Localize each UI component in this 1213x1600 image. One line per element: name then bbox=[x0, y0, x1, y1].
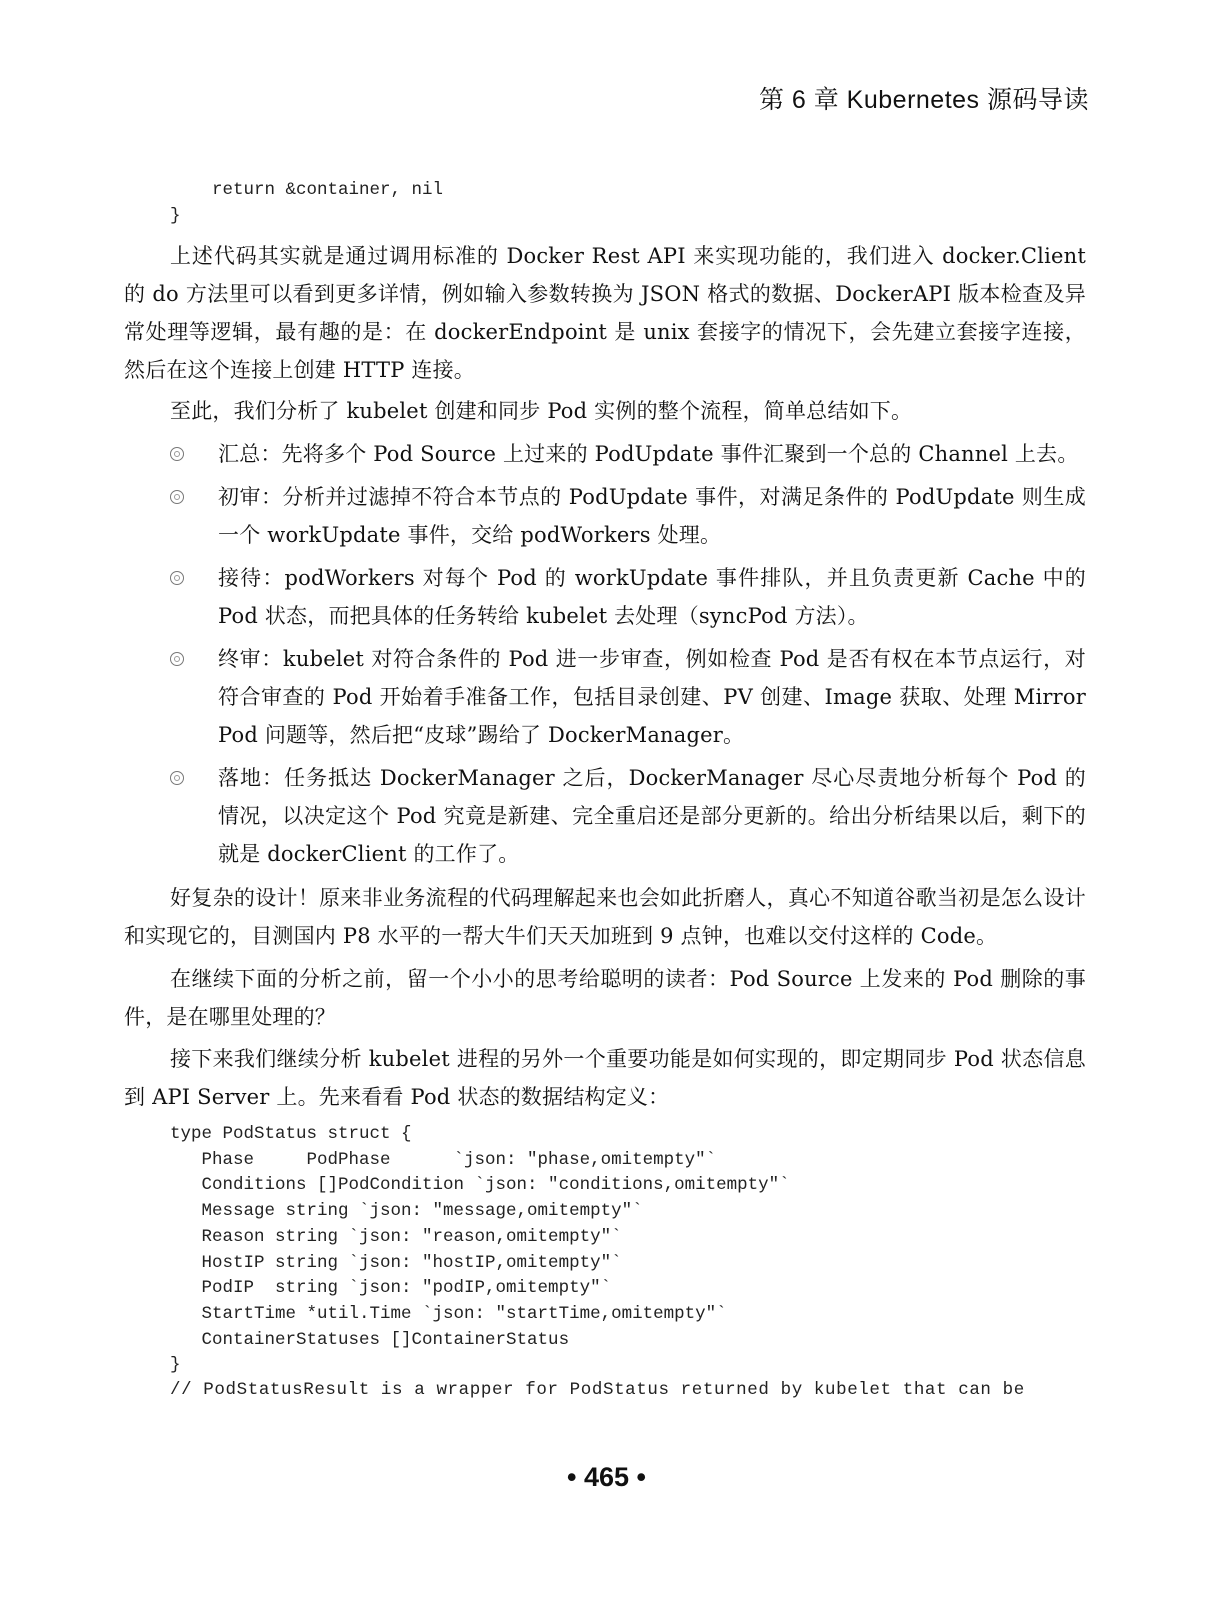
circle-bullet-icon bbox=[170, 490, 184, 504]
list-item-text: 初审：分析并过滤掉不符合本节点的 PodUpdate 事件，对满足条件的 PodUpdate 则生成一个 workUpdate 事件，交给 podWorkers 处理。 bbox=[218, 485, 1086, 547]
paragraph-complex-design: 好复杂的设计！原来非业务流程的代码理解起来也会如此折磨人，真心不知道谷歌当初是怎么设计和实现它的，目测国内 P8 水平的一帮大牛们天天加班到 9 点钟，也难以交付这样的 Code。 bbox=[124, 886, 1086, 948]
list-item-text: 汇总：先将多个 Pod Source 上过来的 PodUpdate 事件汇聚到一个总的 Channel 上去。 bbox=[218, 442, 1079, 466]
list-item-text: 终审：kubelet 对符合条件的 Pod 进一步审查，例如检查 Pod 是否有权在本节点运行，对符合审查的 Pod 开始着手准备工作，包括目录创建、PV 创建、Image 获取、处理 Mirror Pod 问题等，然后把“皮球”踢给了 DockerManager。 bbox=[218, 647, 1086, 747]
list-item bbox=[124, 559, 1086, 635]
code-comment-line: // PodStatusResult is a wrapper for PodStatus returned by kubelet that can be bbox=[170, 1380, 1025, 1400]
circle-bullet-icon bbox=[170, 771, 184, 785]
paragraph-docker-rest-api: 上述代码其实就是通过调用标准的 Docker Rest API 来实现功能的，我们进入 docker.Client 的 do 方法里可以看到更多详情，例如输入参数转换为 JSON 格式的数据、DockerAPI 版本检查及异常处理等逻辑，最有趣的是：在 dockerEndpoint 是 unix 套接字的情况下，会先建立套接字连接，然后在这个连接上创建 HTTP 连接。 bbox=[124, 244, 1086, 382]
circle-bullet-icon bbox=[170, 571, 184, 585]
list-item-text: 接待：podWorkers 对每个 Pod 的 workUpdate 事件排队，并且负责更新 Cache 中的 Pod 状态，而把具体的任务转给 kubelet 去处理（syncPod 方法）。 bbox=[218, 566, 1086, 628]
paragraph-pod-status-intro: 接下来我们继续分析 kubelet 进程的另外一个重要功能是如何实现的，即定期同步 Pod 状态信息到 API Server 上。先来看看 Pod 状态的数据结构定义： bbox=[124, 1047, 1086, 1109]
code-block-podstatus: type PodStatus struct { Phase PodPhase `json: "phase,omitempty"` Conditions []PodCondition `json: "conditions,omitempty"` Message string `json: "message,omitempty"` Reason string `json: "reason,omitempty"` HostIP string `json: "hostIP,omitempty"` PodIP string `json: "podIP,omitempty"` StartTime *util.Time `json: "startTime,omitempty"` ContainerStatuses []ContainerStatus } bbox=[170, 1124, 790, 1376]
list-item bbox=[124, 435, 1086, 473]
list-item bbox=[124, 478, 1086, 554]
list-item bbox=[124, 640, 1086, 754]
circle-bullet-icon bbox=[170, 447, 184, 461]
chapter-header: 第 6 章 Kubernetes 源码导读 bbox=[758, 86, 1089, 114]
list-item-text: 落地：任务抵达 DockerManager 之后，DockerManager 尽心尽责地分析每个 Pod 的情况，以决定这个 Pod 究竟是新建、完全重启还是部分更新的。给出分析结果以后，剩下的就是 dockerClient 的工作了。 bbox=[218, 766, 1086, 866]
paragraph-reader-question: 在继续下面的分析之前，留一个小小的思考给聪明的读者：Pod Source 上发来的 Pod 删除的事件，是在哪里处理的？ bbox=[124, 967, 1086, 1029]
circle-bullet-icon bbox=[170, 652, 184, 666]
code-block-return: return &container, nil } bbox=[170, 180, 444, 226]
paragraph-summary-intro: 至此，我们分析了 kubelet 创建和同步 Pod 实例的整个流程，简单总结如下。 bbox=[170, 399, 913, 423]
page-number: • 465 • bbox=[567, 1462, 646, 1492]
list-item bbox=[124, 759, 1086, 873]
summary-list bbox=[124, 435, 1086, 878]
